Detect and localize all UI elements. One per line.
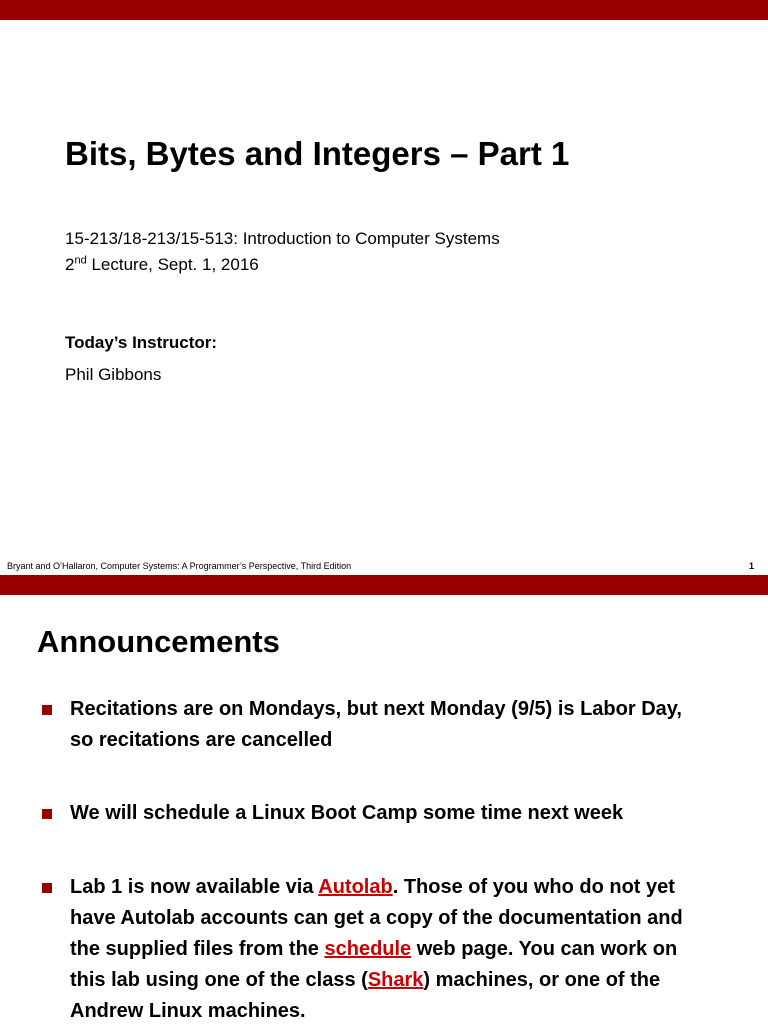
bullet-text: We will schedule a Linux Boot Camp some time next week [70,802,624,824]
square-bullet-icon [42,705,52,715]
lecture-date: Lecture, Sept. 1, 2016 [86,255,259,274]
bullet-text-part: web page. You can work on this lab using one of the class ( [70,938,678,991]
square-bullet-icon [42,809,52,819]
square-bullet-icon [42,883,52,893]
slide-divider-bar [0,575,768,595]
bullet-text-part: ) machines, or one of the Andrew Linux machines. [70,969,661,1022]
autolab-link[interactable]: Autolab [318,876,393,898]
list-item [42,872,742,1027]
instructor-name: Phil Gibbons [65,365,162,384]
bullet-text [70,872,710,1027]
footer-credit: Bryant and O’Hallaron, Computer Systems: A Programmer’s Perspective, Third Edition [7,561,352,571]
schedule-link[interactable]: schedule [324,938,412,960]
shark-link[interactable]: Shark [367,969,424,991]
slide-title: Bits, Bytes and Integers – Part 1 [65,135,570,172]
slide-number: 1 [748,561,754,571]
lecture-ordinal: 2 [65,255,75,274]
bullet-text-part: Lab 1 is now available via [70,876,319,898]
list-item [42,798,742,829]
list-item [42,694,742,756]
bullet-text: Recitations are on Mondays, but next Monday (9/5) is Labor Day, so recitations are cancelled [70,698,682,751]
lecture-line [65,255,259,275]
lecture-ordinal-suffix: nd [74,254,87,267]
bullet-text-part: . Those of you who do not yet have Autolab accounts can get a copy of the documentation and the supplied files from the [70,876,683,960]
course-line: 15-213/18-213/15-513: Introduction to Computer Systems [65,229,500,248]
announcements-title: Announcements [37,624,280,659]
instructor-label: Today’s Instructor: [65,333,218,352]
top-brand-bar [0,0,768,20]
